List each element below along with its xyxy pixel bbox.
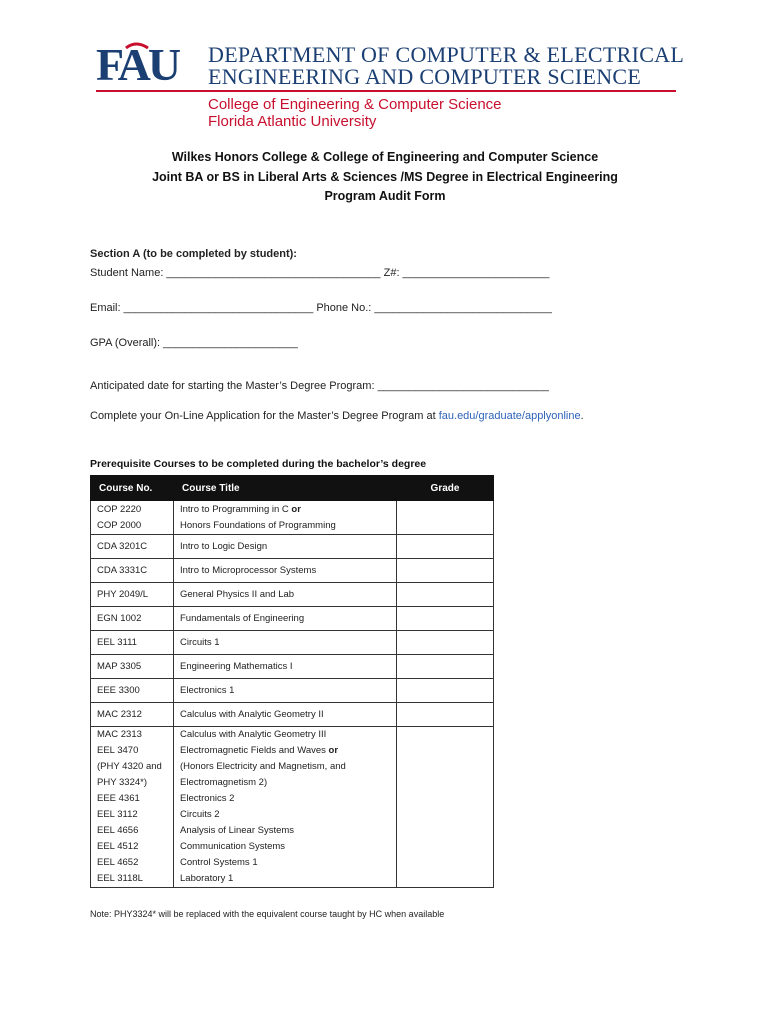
course-title: Engineering Mathematics I <box>174 655 397 679</box>
course-title: Calculus with Analytic Geometry III <box>174 727 397 744</box>
course-no: PHY 3324*) <box>91 775 174 791</box>
course-no-cell <box>91 501 174 535</box>
grade-cell[interactable] <box>397 871 494 888</box>
table-row <box>91 631 494 655</box>
grade-cell[interactable] <box>397 727 494 744</box>
table-row <box>91 839 494 855</box>
course-title-or: or <box>328 745 339 756</box>
grade-cell[interactable] <box>397 559 494 583</box>
course-no: CDA 3201C <box>91 535 174 559</box>
apply-end: . <box>580 410 584 422</box>
apply-link[interactable]: fau.edu/graduate/applyonline <box>438 410 581 422</box>
course-title: Intro to Logic Design <box>174 535 397 559</box>
course-title: Analysis of Linear Systems <box>174 823 397 839</box>
course-title: Fundamentals of Engineering <box>174 607 397 631</box>
course-title: Circuits 2 <box>174 807 397 823</box>
grade-cell[interactable] <box>397 823 494 839</box>
table-row <box>91 743 494 759</box>
grade-cell[interactable] <box>397 775 494 791</box>
table-row <box>91 791 494 807</box>
course-title: Intro to Microprocessor Systems <box>174 559 397 583</box>
grade-cell[interactable] <box>397 583 494 607</box>
course-title: (Honors Electricity and Magnetism, and <box>174 759 397 775</box>
course-title: Control Systems 1 <box>174 855 397 871</box>
course-no: EEL 3118L <box>91 871 174 888</box>
email-phone-field[interactable]: Email: _______________________________ Phone No.: _____________________________ <box>90 302 552 314</box>
course-title-text: Electromagnetic Fields and Waves <box>180 745 329 756</box>
course-no: CDA 3331C <box>91 559 174 583</box>
table-row <box>91 759 494 775</box>
course-title: Electronics 1 <box>174 679 397 703</box>
grade-cell[interactable] <box>397 743 494 759</box>
grade-cell[interactable] <box>397 607 494 631</box>
table-row <box>91 703 494 727</box>
course-title: Calculus with Analytic Geometry II <box>174 703 397 727</box>
grade-cell[interactable] <box>397 807 494 823</box>
course-no: (PHY 4320 and <box>91 759 174 775</box>
grade-cell[interactable] <box>397 791 494 807</box>
course-no: EEL 3112 <box>91 807 174 823</box>
course-no: COP 2000 <box>97 519 142 531</box>
grade-cell[interactable] <box>397 535 494 559</box>
col-course-no: Course No. <box>91 476 174 501</box>
course-no: MAC 2313 <box>91 727 174 744</box>
footnote: Note: PHY3324* will be replaced with the equivalent course taught by HC when available <box>90 909 445 919</box>
table-row <box>91 559 494 583</box>
course-title: Electromagnetism 2) <box>174 775 397 791</box>
course-title: Honors Foundations of Programming <box>180 519 336 531</box>
grade-cell[interactable] <box>397 631 494 655</box>
course-no: EEL 4512 <box>91 839 174 855</box>
grade-cell[interactable] <box>397 655 494 679</box>
header-rule <box>96 90 676 92</box>
course-title: General Physics II and Lab <box>174 583 397 607</box>
gpa-field[interactable]: GPA (Overall): ______________________ <box>90 337 298 349</box>
course-title: Communication Systems <box>174 839 397 855</box>
table-row <box>91 501 494 535</box>
apply-instructions <box>90 410 584 422</box>
grade-cell[interactable] <box>397 855 494 871</box>
col-grade: Grade <box>397 476 494 501</box>
dept-line-1: DEPARTMENT OF COMPUTER & ELECTRICAL <box>208 42 685 67</box>
table-row <box>91 775 494 791</box>
col-course-title: Course Title <box>174 476 397 501</box>
student-name-field[interactable]: Student Name: ___________________________________ Z#: ________________________ <box>90 267 550 279</box>
course-title-cell <box>174 501 397 535</box>
course-no: MAC 2312 <box>91 703 174 727</box>
dept-line-2: ENGINEERING AND COMPUTER SCIENCE <box>208 64 642 89</box>
apply-text: Complete your On-Line Application for the Master’s Degree Program at <box>90 410 439 422</box>
title-line-3: Program Audit Form <box>324 189 446 203</box>
college-line-2: Florida Atlantic University <box>208 113 377 130</box>
grade-cell[interactable] <box>397 501 494 535</box>
table-row <box>91 807 494 823</box>
course-title: Laboratory 1 <box>174 871 397 888</box>
prerequisite-heading: Prerequisite Courses to be completed during the bachelor’s degree <box>90 458 427 470</box>
course-title <box>174 743 397 759</box>
course-title: Circuits 1 <box>174 631 397 655</box>
table-row <box>91 535 494 559</box>
course-no: EEL 3470 <box>91 743 174 759</box>
grade-cell[interactable] <box>397 759 494 775</box>
table-row <box>91 727 494 744</box>
prerequisite-table <box>90 475 494 888</box>
course-no: EEE 3300 <box>91 679 174 703</box>
course-title-or: or <box>291 503 301 515</box>
table-row <box>91 823 494 839</box>
table-row <box>91 583 494 607</box>
table-row <box>91 655 494 679</box>
course-no: PHY 2049/L <box>91 583 174 607</box>
college-name <box>208 96 502 130</box>
title-line-2: Joint BA or BS in Liberal Arts & Sciences /MS Degree in Electrical Engineering <box>152 169 618 184</box>
course-no: EEE 4361 <box>91 791 174 807</box>
course-no: EGN 1002 <box>91 607 174 631</box>
course-title-text: Intro to Programming in C <box>180 503 292 515</box>
college-line-1: College of Engineering & Computer Science <box>208 96 502 113</box>
section-a-heading: Section A (to be completed by student): <box>90 248 297 260</box>
course-no: EEL 4652 <box>91 855 174 871</box>
course-title <box>180 502 390 518</box>
grade-cell[interactable] <box>397 703 494 727</box>
table-row <box>91 679 494 703</box>
course-no: EEL 4656 <box>91 823 174 839</box>
grade-cell[interactable] <box>397 839 494 855</box>
anticipated-date-field[interactable]: Anticipated date for starting the Master’s Degree Program: ____________________________ <box>90 380 549 392</box>
department-name <box>208 44 684 88</box>
course-no: EEL 3111 <box>91 631 174 655</box>
course-no: MAP 3305 <box>91 655 174 679</box>
svg-text:FAU: FAU <box>96 42 179 88</box>
fau-logo <box>96 42 200 88</box>
table-row <box>91 871 494 888</box>
table-header-row <box>91 476 494 501</box>
title-line-1: Wilkes Honors College & College of Engineering and Computer Science <box>171 150 599 164</box>
form-title-block <box>0 148 770 207</box>
course-no: COP 2220 <box>97 503 142 515</box>
table-row <box>91 855 494 871</box>
course-title: Electronics 2 <box>174 791 397 807</box>
grade-cell[interactable] <box>397 679 494 703</box>
table-row <box>91 607 494 631</box>
